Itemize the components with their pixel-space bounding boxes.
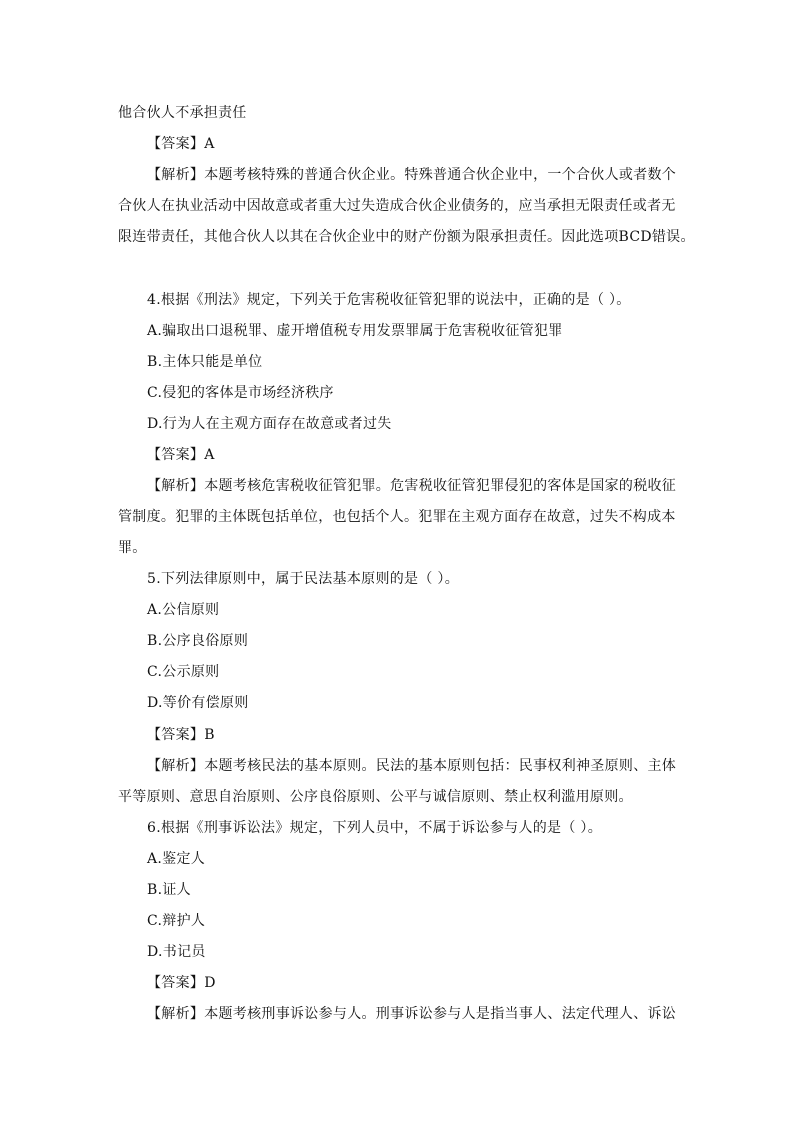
text-line: 罪。 xyxy=(118,540,147,556)
option-b: B.主体只能是单位 xyxy=(147,354,263,370)
option-b: B.公序良俗原则 xyxy=(147,633,249,649)
text-line: 管制度。犯罪的主体既包括单位，也包括个人。犯罪在主观方面存在故意，过失不构成本 xyxy=(118,509,676,525)
text-line: 平等原则、意思自治原则、公序良俗原则、公平与诚信原则、禁止权利滥用原则。 xyxy=(118,789,633,805)
answer-line: 【答案】A xyxy=(147,136,215,152)
option-d: D.书记员 xyxy=(147,944,206,960)
option-d: D.等价有偿原则 xyxy=(147,695,249,711)
option-c: C.侵犯的客体是市场经济秩序 xyxy=(147,385,334,401)
option-a: A.骗取出口退税罪、虚开增值税专用发票罪属于危害税收征管犯罪 xyxy=(147,323,563,339)
option-a: A.鉴定人 xyxy=(147,851,206,867)
analysis-line: 【解析】本题考核危害税收征管犯罪。危害税收征管犯罪侵犯的客体是国家的税收征 xyxy=(147,478,677,494)
question-5: 5.下列法律原则中，属于民法基本原则的是（ ）。 xyxy=(147,571,460,587)
option-a: A.公信原则 xyxy=(147,602,220,618)
option-d: D.行为人在主观方面存在故意或者过失 xyxy=(147,416,392,432)
text-line: 合伙人在执业活动中因故意或者重大过失造成合伙企业债务的，应当承担无限责任或者无 xyxy=(118,198,676,214)
text-line: 他合伙人不承担责任 xyxy=(118,105,247,121)
answer-line: 【答案】D xyxy=(147,975,216,991)
answer-line: 【答案】A xyxy=(147,447,215,463)
analysis-line: 【解析】本题考核刑事诉讼参与人。刑事诉讼参与人是指当事人、法定代理人、诉讼 xyxy=(147,1006,677,1022)
option-b: B.证人 xyxy=(147,882,191,898)
analysis-line: 【解析】本题考核民法的基本原则。民法的基本原则包括：民事权利神圣原则、主体 xyxy=(147,758,677,774)
question-4: 4.根据《刑法》规定，下列关于危害税收征管犯罪的说法中，正确的是（ ）。 xyxy=(147,292,631,308)
text-line: 限连带责任，其他合伙人以其在合伙企业中的财产份额为限承担责任。因此选项BCD错误。 xyxy=(118,229,695,245)
option-c: C.辩护人 xyxy=(147,913,206,929)
answer-line: 【答案】B xyxy=(147,727,215,743)
analysis-line: 【解析】本题考核特殊的普通合伙企业。特殊普通合伙企业中，一个合伙人或者数个 xyxy=(147,167,677,183)
question-6: 6.根据《刑事诉讼法》规定，下列人员中，不属于诉讼参与人的是（ ）。 xyxy=(147,820,603,836)
option-c: C.公示原则 xyxy=(147,664,220,680)
